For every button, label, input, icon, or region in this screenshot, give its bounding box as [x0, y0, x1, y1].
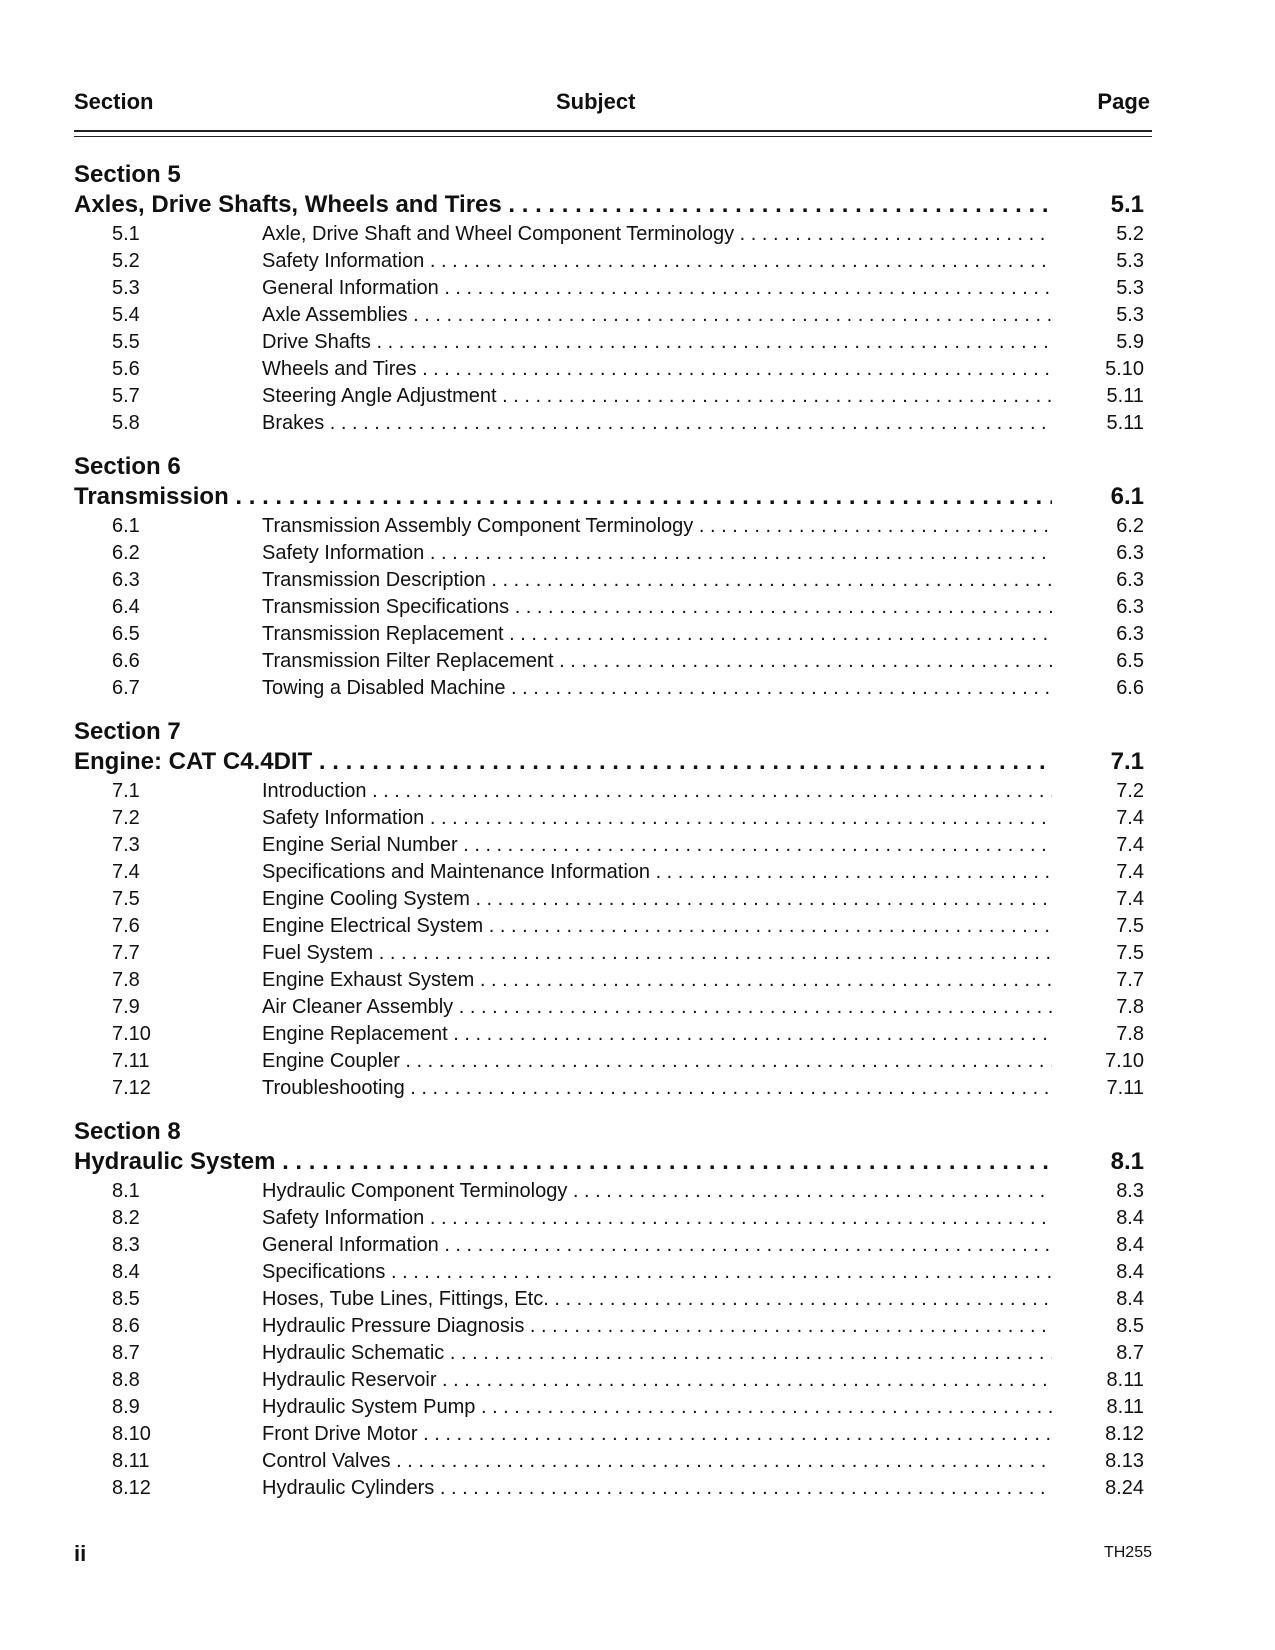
toc-entry[interactable] [74, 832, 1152, 859]
entry-page-number: 7.4 [1116, 888, 1144, 910]
entry-number: 8.1 [112, 1180, 140, 1202]
entry-page-number: 7.10 [1105, 1050, 1144, 1072]
entry-number: 7.8 [112, 969, 140, 991]
section-title: Transmission . . . [74, 481, 1052, 513]
toc-entry[interactable] [74, 1075, 1152, 1102]
entry-number: 5.1 [112, 223, 140, 245]
entry-number: 8.9 [112, 1396, 140, 1418]
header-subject-label: Subject [556, 89, 636, 114]
entry-page-number: 7.8 [1116, 1023, 1144, 1045]
toc-entry[interactable] [74, 621, 1152, 648]
entry-number: 6.1 [112, 515, 140, 537]
entry-page-number: 7.4 [1116, 861, 1144, 883]
entry-subject: Engine Coupler . . . [262, 1048, 1052, 1075]
toc-entry[interactable] [74, 356, 1152, 383]
toc-header [74, 89, 1150, 117]
entry-page-number: 6.3 [1116, 596, 1144, 618]
entry-page-number: 7.7 [1116, 969, 1144, 991]
entry-page-number: 5.2 [1116, 223, 1144, 245]
section-label: Section 7 [74, 718, 181, 745]
header-divider [74, 130, 1152, 132]
entry-subject: Control Valves . . . [262, 1448, 1052, 1475]
entry-number: 7.2 [112, 807, 140, 829]
toc-entry[interactable] [74, 1048, 1152, 1075]
entry-subject: Air Cleaner Assembly . . . [262, 994, 1052, 1021]
toc-entry[interactable] [74, 1205, 1152, 1232]
entry-subject: Troubleshooting . . . [262, 1075, 1052, 1102]
entry-page-number: 6.3 [1116, 542, 1144, 564]
entry-number: 6.4 [112, 596, 140, 618]
toc-entry[interactable] [74, 994, 1152, 1021]
entry-page-number: 6.6 [1116, 677, 1144, 699]
entry-subject: Introduction . . . [262, 778, 1052, 805]
entry-page-number: 5.9 [1116, 331, 1144, 353]
entry-page-number: 8.7 [1116, 1342, 1144, 1364]
entry-number: 7.4 [112, 861, 140, 883]
entry-page-number: 8.11 [1106, 1396, 1144, 1418]
entry-number: 8.11 [112, 1450, 150, 1472]
toc-entry[interactable] [74, 513, 1152, 540]
entry-number: 5.7 [112, 385, 140, 407]
entry-subject: Transmission Assembly Component Terminology . . . [262, 513, 1052, 540]
entry-subject: Engine Replacement . . . [262, 1021, 1052, 1048]
entry-number: 8.8 [112, 1369, 140, 1391]
entry-number: 6.5 [112, 623, 140, 645]
entry-number: 5.4 [112, 304, 140, 326]
entry-number: 8.4 [112, 1261, 140, 1283]
entry-number: 7.5 [112, 888, 140, 910]
entry-page-number: 7.5 [1116, 942, 1144, 964]
toc-entry[interactable] [74, 1448, 1152, 1475]
entry-page-number: 8.24 [1105, 1477, 1144, 1499]
entry-page-number: 8.12 [1105, 1423, 1144, 1445]
entry-page-number: 7.2 [1116, 780, 1144, 802]
entry-page-number: 8.11 [1106, 1369, 1144, 1391]
toc-entry[interactable] [74, 1313, 1152, 1340]
header-divider-thin [74, 136, 1152, 137]
entry-subject: Transmission Filter Replacement . . . [262, 648, 1052, 675]
entry-number: 5.5 [112, 331, 140, 353]
toc-entry[interactable] [74, 859, 1152, 886]
section-label: Section 6 [74, 453, 181, 480]
section-label: Section 8 [74, 1118, 181, 1145]
table-of-contents [74, 161, 1152, 1518]
entry-page-number: 7.11 [1106, 1077, 1144, 1099]
entry-page-number: 7.5 [1116, 915, 1144, 937]
toc-entry[interactable] [74, 383, 1152, 410]
toc-section [74, 718, 1152, 1102]
entry-number: 7.12 [112, 1077, 151, 1099]
entry-page-number: 8.3 [1116, 1180, 1144, 1202]
entry-page-number: 5.11 [1106, 412, 1144, 434]
section-page-number: 6.1 [1110, 483, 1144, 510]
entry-number: 8.6 [112, 1315, 140, 1337]
entry-number: 5.2 [112, 250, 140, 272]
toc-entry[interactable] [74, 1394, 1152, 1421]
entry-page-number: 7.8 [1116, 996, 1144, 1018]
entry-subject: Engine Exhaust System . . . [262, 967, 1052, 994]
entry-page-number: 8.4 [1116, 1234, 1144, 1256]
entry-page-number: 6.3 [1116, 623, 1144, 645]
entry-subject: Transmission Description . . . [262, 567, 1052, 594]
section-title-row[interactable] [74, 189, 1152, 221]
section-title: Hydraulic System . . . [74, 1146, 1052, 1178]
entry-page-number: 6.3 [1116, 569, 1144, 591]
toc-entry[interactable] [74, 648, 1152, 675]
entry-number: 6.6 [112, 650, 140, 672]
entry-subject: Fuel System . . . [262, 940, 1052, 967]
section-title: Axles, Drive Shafts, Wheels and Tires . . . [74, 189, 1052, 221]
toc-entry[interactable] [74, 410, 1152, 437]
section-title: Engine: CAT C4.4DIT . . . [74, 746, 1052, 778]
entry-subject: Engine Serial Number . . . [262, 832, 1052, 859]
section-page-number: 5.1 [1110, 191, 1144, 218]
entry-number: 8.2 [112, 1207, 140, 1229]
entry-subject: Hydraulic Schematic . . . [262, 1340, 1052, 1367]
entry-number: 8.12 [112, 1477, 151, 1499]
entry-number: 7.3 [112, 834, 140, 856]
entry-number: 5.8 [112, 412, 140, 434]
entry-page-number: 8.5 [1116, 1315, 1144, 1337]
entry-number: 7.10 [112, 1023, 151, 1045]
entry-page-number: 6.2 [1116, 515, 1144, 537]
entry-page-number: 8.4 [1116, 1207, 1144, 1229]
entry-number: 7.11 [112, 1050, 150, 1072]
section-page-number: 7.1 [1110, 748, 1144, 775]
toc-entry[interactable] [74, 1340, 1152, 1367]
toc-entry[interactable] [74, 1259, 1152, 1286]
section-title-row[interactable] [74, 481, 1152, 513]
entry-subject: Specifications and Maintenance Information . . . [262, 859, 1052, 886]
toc-entry[interactable] [74, 567, 1152, 594]
toc-entry[interactable] [74, 329, 1152, 356]
toc-entry[interactable] [74, 540, 1152, 567]
entry-subject: Safety Information . . . [262, 805, 1052, 832]
entry-subject: Hydraulic Component Terminology . . . [262, 1178, 1052, 1205]
entry-page-number: 5.10 [1105, 358, 1144, 380]
section-label: Section 5 [74, 161, 181, 188]
entry-subject: Steering Angle Adjustment . . . [262, 383, 1052, 410]
entry-page-number: 5.3 [1116, 304, 1144, 326]
entry-page-number: 5.3 [1116, 250, 1144, 272]
toc-entry[interactable] [74, 248, 1152, 275]
entry-number: 7.1 [112, 780, 140, 802]
toc-entry[interactable] [74, 778, 1152, 805]
entry-number: 8.10 [112, 1423, 151, 1445]
toc-entry[interactable] [74, 1367, 1152, 1394]
entry-subject: Engine Electrical System . . . [262, 913, 1052, 940]
toc-entry[interactable] [74, 275, 1152, 302]
toc-entry[interactable] [74, 886, 1152, 913]
toc-entry[interactable] [74, 913, 1152, 940]
entry-number: 6.7 [112, 677, 140, 699]
entry-subject: Hoses, Tube Lines, Fittings, Etc. . . . [262, 1286, 1052, 1313]
entry-subject: Transmission Specifications . . . [262, 594, 1052, 621]
entry-number: 7.9 [112, 996, 140, 1018]
header-page-label: Page [1097, 89, 1150, 114]
entry-number: 5.3 [112, 277, 140, 299]
toc-section [74, 161, 1152, 437]
entry-subject: Safety Information . . . [262, 540, 1052, 567]
entry-subject: Axle, Drive Shaft and Wheel Component Terminology . . . [262, 221, 1052, 248]
header-section-label: Section [74, 89, 154, 114]
entry-subject: Brakes . . . [262, 410, 1052, 437]
entry-page-number: 8.4 [1116, 1261, 1144, 1283]
entry-subject: Front Drive Motor . . . [262, 1421, 1052, 1448]
entry-subject: Wheels and Tires . . . [262, 356, 1052, 383]
toc-entry[interactable] [74, 967, 1152, 994]
entry-subject: Safety Information . . . [262, 248, 1052, 275]
entry-number: 5.6 [112, 358, 140, 380]
section-page-number: 8.1 [1110, 1148, 1144, 1175]
toc-entry[interactable] [74, 594, 1152, 621]
entry-number: 8.3 [112, 1234, 140, 1256]
entry-page-number: 5.3 [1116, 277, 1144, 299]
entry-subject: Transmission Replacement . . . [262, 621, 1052, 648]
section-title-row[interactable] [74, 746, 1152, 778]
toc-entry[interactable] [74, 805, 1152, 832]
toc-entry[interactable] [74, 1286, 1152, 1313]
entry-number: 7.7 [112, 942, 140, 964]
entry-subject: Drive Shafts . . . [262, 329, 1052, 356]
toc-entry[interactable] [74, 1421, 1152, 1448]
toc-entry[interactable] [74, 1232, 1152, 1259]
entry-number: 8.7 [112, 1342, 140, 1364]
entry-page-number: 7.4 [1116, 834, 1144, 856]
entry-page-number: 8.13 [1105, 1450, 1144, 1472]
toc-entry[interactable] [74, 221, 1152, 248]
entry-page-number: 6.5 [1116, 650, 1144, 672]
toc-section [74, 1118, 1152, 1502]
entry-number: 7.6 [112, 915, 140, 937]
entry-subject: Towing a Disabled Machine . . . [262, 675, 1052, 702]
entry-subject: Hydraulic Cylinders . . . [262, 1475, 1052, 1502]
toc-entry[interactable] [74, 1021, 1152, 1048]
toc-entry[interactable] [74, 1475, 1152, 1502]
entry-number: 6.2 [112, 542, 140, 564]
toc-entry[interactable] [74, 675, 1152, 702]
page-number: ii [74, 1541, 87, 1566]
toc-entry[interactable] [74, 302, 1152, 329]
entry-page-number: 5.11 [1106, 385, 1144, 407]
entry-subject: General Information . . . [262, 275, 1052, 302]
entry-subject: Hydraulic System Pump . . . [262, 1394, 1052, 1421]
toc-entry[interactable] [74, 940, 1152, 967]
entry-subject: Hydraulic Reservoir . . . [262, 1367, 1052, 1394]
entry-number: 6.3 [112, 569, 140, 591]
entry-subject: Specifications . . . [262, 1259, 1052, 1286]
entry-subject: Safety Information . . . [262, 1205, 1052, 1232]
entry-page-number: 8.4 [1116, 1288, 1144, 1310]
entry-subject: Engine Cooling System . . . [262, 886, 1052, 913]
toc-entry[interactable] [74, 1178, 1152, 1205]
entry-subject: Axle Assemblies . . . [262, 302, 1052, 329]
toc-section [74, 453, 1152, 702]
section-title-row[interactable] [74, 1146, 1152, 1178]
entry-subject: General Information . . . [262, 1232, 1052, 1259]
entry-number: 8.5 [112, 1288, 140, 1310]
entry-subject: Hydraulic Pressure Diagnosis . . . [262, 1313, 1052, 1340]
model-label: TH255 [1103, 1544, 1152, 1561]
entry-page-number: 7.4 [1116, 807, 1144, 829]
